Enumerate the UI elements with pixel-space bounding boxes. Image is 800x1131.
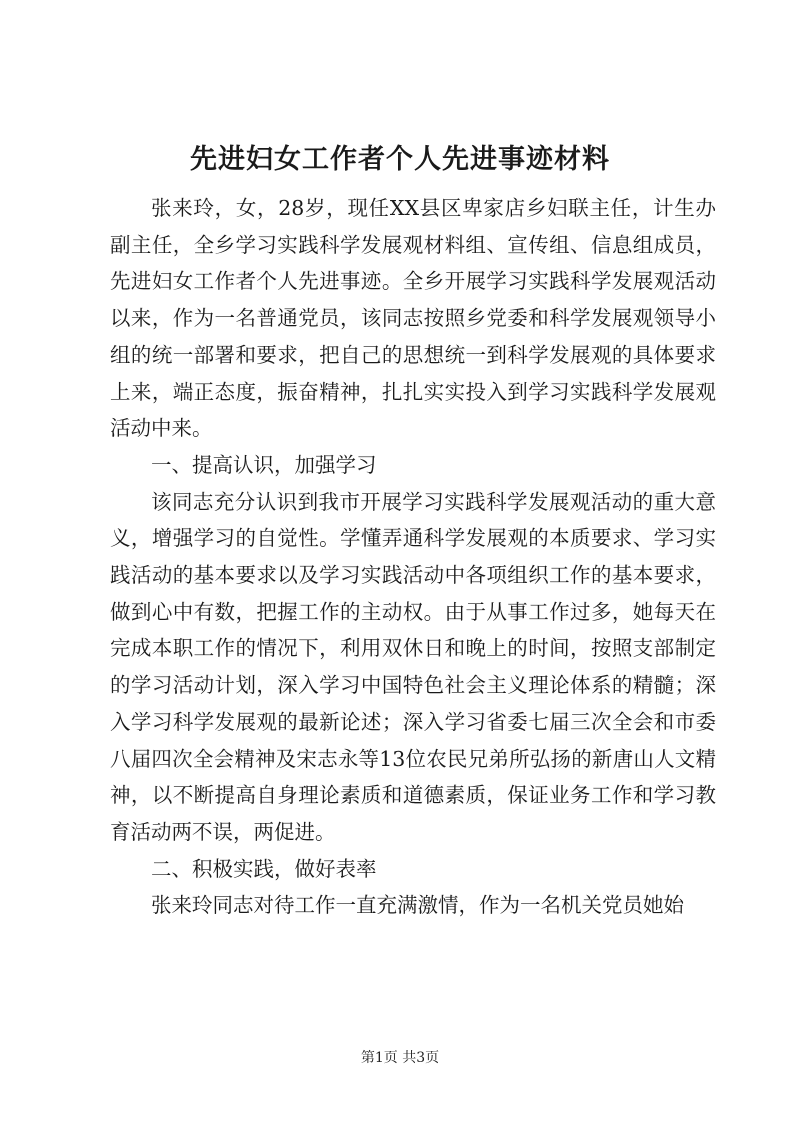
- document-title: 先进妇女工作者个人先进事迹材料: [190, 144, 610, 175]
- paragraph-section-1: 该同志充分认识到我市开展学习实践科学发展观活动的重大意义，增强学习的自觉性。学懂弄通科学发展观的本质要求、学习实践活动的基本要求以及学习实践活动中各项组织工作的基本要求，做到心中有数，把握工作的主动权。由于从事工作过多，她每天在完成本职工作的情况下，利用双休日和晚上的时间，按照支部制定的学习活动计划，深入学习中国特色社会主义理论体系的精髓；深入学习科学发展观的最新论述；深入学习省委七届三次全会和市委八届四次全会精神及宋志永等13位农民兄弟所弘扬的新唐山人文精神，以不断提高自身理论素质和道德素质，保证业务工作和学习教育活动两不误，两促进。: [110, 489, 716, 844]
- section-heading-1: 一、提高认识，加强学习: [151, 452, 377, 477]
- document-body: [110, 190, 716, 924]
- section-heading-2: 二、积极实践，做好表率: [151, 856, 377, 881]
- paragraph-intro: 张来玲，女，28岁，现任XX县区卑家店乡妇联主任，计生办副主任，全乡学习实践科学发展观材料组、宣传组、信息组成员，先进妇女工作者个人先进事迹。全乡开展学习实践科学发展观活动以来，作为一名普通党员，该同志按照乡党委和科学发展观领导小组的统一部署和要求，把自己的思想统一到科学发展观的具体要求上来，端正态度，振奋精神，扎扎实实投入到学习实践科学发展观活动中来。: [110, 196, 716, 441]
- page-footer: 第1页 共3页: [360, 1050, 440, 1066]
- paragraph-section-2: 张来玲同志对待工作一直充满激情，作为一名机关党员她始: [151, 893, 684, 918]
